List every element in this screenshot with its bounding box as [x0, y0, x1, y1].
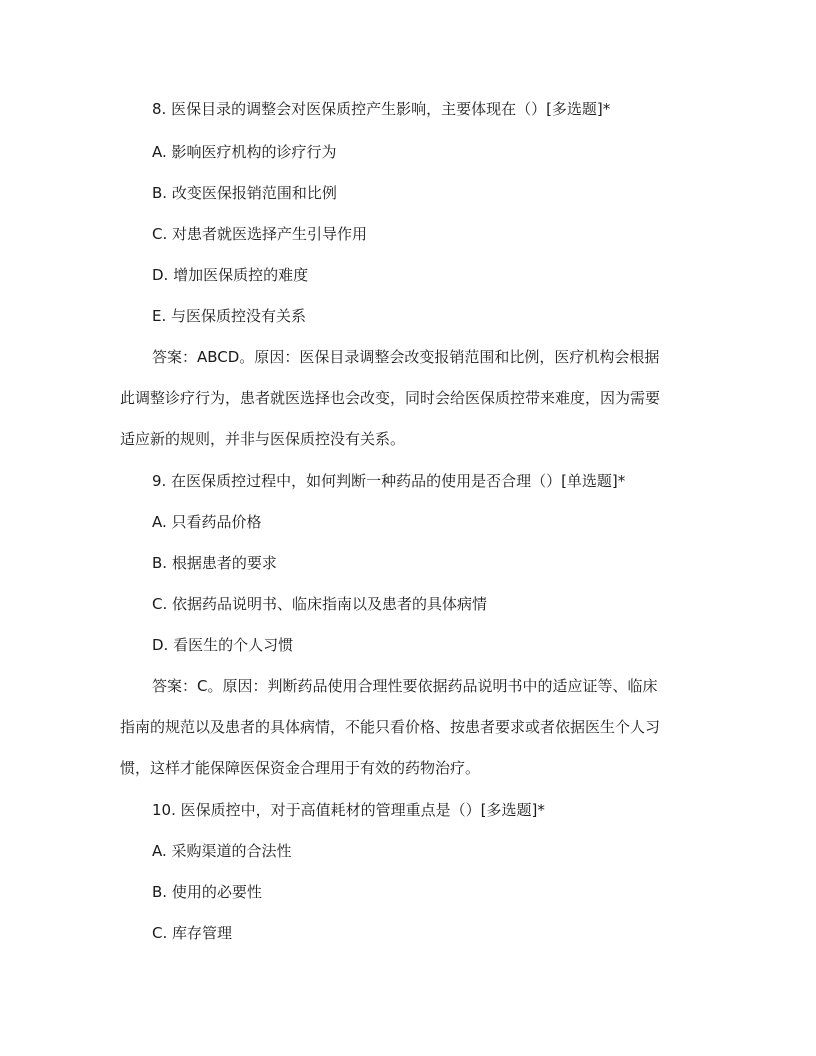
- question-10-option-c: C. 库存管理: [152, 924, 233, 942]
- question-8-option-a: A. 影响医疗机构的诊疗行为: [152, 143, 337, 161]
- question-10-text: 10. 医保质控中，对于高值耗材的管理重点是（）[多选题]*: [152, 801, 545, 819]
- question-9-option-a: A. 只看药品价格: [152, 513, 262, 531]
- question-9-answer-line-1: 答案：C。原因：判断药品使用合理性要依据药品说明书中的适应证等、临床: [152, 677, 658, 695]
- question-10-option-a: A. 采购渠道的合法性: [152, 842, 292, 860]
- question-8-option-d: D. 增加医保质控的难度: [152, 266, 309, 284]
- question-9-answer-line-2: 指南的规范以及患者的具体病情，不能只看价格、按患者要求或者依据医生个人习: [120, 718, 661, 736]
- question-9-text: 9. 在医保质控过程中，如何判断一种药品的使用是否合理（）[单选题]*: [152, 472, 626, 490]
- question-8-answer-line-1: 答案：ABCD。原因：医保目录调整会改变报销范围和比例，医疗机构会根据: [152, 348, 660, 366]
- question-9-option-c: C. 依据药品说明书、临床指南以及患者的具体病情: [152, 595, 488, 613]
- question-8-answer-line-3: 适应新的规则，并非与医保质控没有关系。: [120, 430, 406, 448]
- question-8-option-e: E. 与医保质控没有关系: [152, 307, 307, 325]
- question-8-answer-line-2: 此调整诊疗行为，患者就医选择也会改变，同时会给医保质控带来难度，因为需要: [120, 389, 661, 407]
- question-8-option-c: C. 对患者就医选择产生引导作用: [152, 225, 368, 243]
- question-8-text: 8. 医保目录的调整会对医保质控产生影响，主要体现在（）[多选题]*: [152, 100, 611, 118]
- question-10-option-b: B. 使用的必要性: [152, 883, 262, 901]
- question-9-answer-line-3: 惯，这样才能保障医保资金合理用于有效的药物治疗。: [120, 759, 481, 777]
- question-9-option-b: B. 根据患者的要求: [152, 554, 277, 572]
- question-8-option-b: B. 改变医保报销范围和比例: [152, 184, 337, 202]
- question-9-option-d: D. 看医生的个人习惯: [152, 636, 294, 654]
